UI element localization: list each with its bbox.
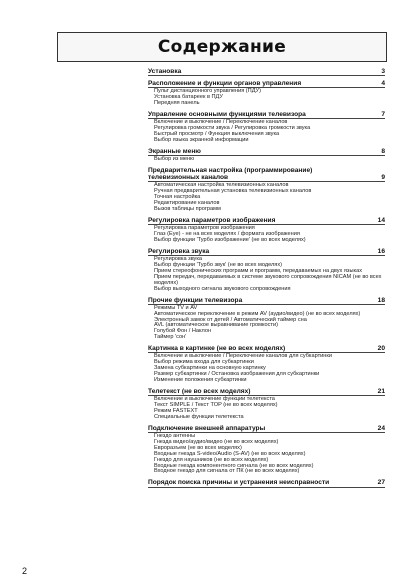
toc-section-title: Установка — [148, 68, 182, 75]
toc-section-title: Телетекст (не во всех моделях) — [148, 387, 251, 395]
toc-subitem[interactable]: Входные гнезда компонентного сигнала (не во всех моделях) — [154, 462, 314, 469]
toc-section-title: Регулировка параметров изображения — [148, 217, 276, 224]
toc-section — [148, 425, 385, 476]
toc-section — [148, 148, 385, 163]
toc-section-title: Картинка в картинке (не во всех моделях) — [148, 345, 286, 353]
toc-section-heading[interactable] — [148, 148, 385, 156]
toc-subitem[interactable]: Замена субкартинки на основную картинку — [154, 365, 266, 372]
toc-section-heading[interactable] — [148, 217, 385, 225]
toc-subitem[interactable]: Таймер 'сон' — [154, 334, 187, 341]
toc-subitem[interactable]: Размер субкартинки / Остановка изображения для субкартинки — [154, 371, 320, 378]
toc-section-page: 9 — [381, 174, 385, 182]
toc-subitem[interactable]: Редактирование каналов — [154, 200, 220, 207]
toc-subitem[interactable]: Электронный замок от детей / Автоматический таймер сна — [154, 316, 307, 323]
toc-subitem[interactable]: Включение и выключение / Переключение каналов — [154, 119, 288, 126]
toc-subitem[interactable]: Глаз (Eye) - не на всех моделях / формата изображения — [154, 231, 300, 238]
toc-subitem[interactable]: Гнезда видео/аудио/видео (не во всех моделях) — [154, 438, 279, 445]
toc-subitem[interactable]: Прием стереофонических программ и программ, передаваемых на двух языках — [154, 267, 362, 274]
toc-subitem[interactable]: Гнездо антенны — [154, 432, 196, 439]
toc-subitem[interactable]: Точная настройка — [154, 194, 201, 201]
toc-section — [148, 167, 385, 213]
table-of-contents — [148, 68, 385, 492]
toc-section-title: Прочие функции телевизора — [148, 296, 243, 304]
toc-subitems — [148, 182, 385, 213]
page-title-box — [57, 32, 387, 62]
toc-subitems — [148, 305, 385, 341]
toc-section-page: 20 — [377, 345, 385, 353]
toc-section-title: Регулировка звука — [148, 247, 210, 255]
toc-subitem[interactable]: Голубой Фон / Наклон — [154, 328, 212, 335]
toc-subitem[interactable]: Регулировка параметров изображения — [154, 225, 255, 232]
toc-subitem[interactable]: Пульт дистанционного управления (ПДУ) — [154, 88, 261, 95]
toc-subitem[interactable]: Выбор языка экранной информации — [154, 137, 249, 144]
toc-section-heading[interactable] — [148, 68, 385, 76]
toc-subitem[interactable]: Ручная предварительная установка телевизионных каналов — [154, 188, 312, 195]
toc-section — [148, 479, 385, 487]
toc-section-page: 21 — [377, 387, 385, 395]
toc-subitem[interactable]: Быстрый просмотр / Функция выключения звука — [154, 131, 280, 138]
toc-section — [148, 68, 385, 76]
toc-subitem[interactable]: Выбор функции 'Турбо звук' (не во всех моделях) — [154, 262, 282, 269]
toc-subitem[interactable]: AVL (автоматическое выравнивание громкости) — [154, 322, 278, 329]
toc-section-heading[interactable] — [148, 425, 385, 433]
toc-section-heading[interactable] — [148, 248, 385, 256]
toc-subitem[interactable]: Изменение положения субкартинки — [154, 377, 247, 384]
toc-subitem[interactable]: Вызов таблицы программ — [154, 206, 221, 213]
toc-subitem[interactable]: Режим FASTEXT — [154, 407, 198, 414]
toc-section-page: 24 — [377, 424, 385, 432]
toc-subitem[interactable]: Режимы TV и AV — [154, 304, 198, 311]
page-number: 2 — [22, 566, 28, 576]
toc-subitem[interactable]: Выбор из меню — [154, 156, 195, 163]
toc-section-page: 7 — [381, 111, 385, 119]
toc-section-page: 3 — [381, 68, 385, 75]
toc-section-page: 16 — [377, 247, 385, 255]
toc-section-heading[interactable] — [148, 388, 385, 396]
toc-section-heading[interactable] — [148, 80, 385, 88]
toc-subitems — [148, 353, 385, 384]
toc-section-title: Подключение внешней аппаратуры — [148, 424, 266, 432]
toc-subitem[interactable]: Еврорaзъем (не во всех моделях) — [154, 444, 242, 451]
toc-subitem[interactable]: Выбор функции 'Турбо изображение' (не во всех моделях) — [154, 237, 306, 244]
toc-subitems — [148, 396, 385, 421]
toc-subitem[interactable]: Автоматическое переключение в режим AV (аудио/видео) (не во всех моделях) — [154, 310, 361, 317]
toc-subitems — [148, 256, 385, 292]
toc-section — [148, 111, 385, 144]
toc-section-heading[interactable] — [148, 167, 385, 182]
toc-section-heading[interactable] — [148, 345, 385, 353]
toc-section — [148, 248, 385, 293]
toc-section-title: Управление основными функциями телевизора — [148, 111, 306, 119]
toc-subitems — [148, 433, 385, 475]
toc-section-title: Экранные меню — [148, 147, 201, 155]
toc-subitem[interactable]: Включение и выключение / Переключение каналов для субкартинки — [154, 353, 332, 360]
toc-subitem[interactable]: Текст SIMPLE / Текст TOP (не во всех моделях) — [154, 402, 278, 409]
toc-section-heading[interactable] — [148, 479, 385, 487]
toc-section-page: 14 — [377, 217, 385, 224]
toc-subitems — [148, 225, 385, 244]
toc-section-title: Предварительная настройка (программирование) телевизионных каналов — [148, 167, 313, 182]
toc-section-title: Расположение и функции органов управления — [148, 80, 302, 88]
toc-subitem[interactable]: Специальные функции телетекста — [154, 413, 244, 420]
toc-section-heading[interactable] — [148, 111, 385, 119]
toc-subitems — [148, 156, 385, 163]
toc-section-page: 27 — [377, 479, 385, 487]
toc-subitem[interactable]: Включение и выключение функции телетекста — [154, 396, 275, 403]
toc-section-page: 8 — [381, 147, 385, 155]
toc-section-heading[interactable] — [148, 297, 385, 305]
toc-subitem[interactable]: Выбор режима входа для субкартинки — [154, 359, 254, 366]
toc-subitem[interactable]: Установка батареек в ПДУ — [154, 94, 223, 101]
toc-subitem[interactable]: Входное гнездо для сигнала от ПК (не во всех моделях) — [154, 468, 300, 475]
toc-subitem[interactable]: Регулировка звука — [154, 256, 203, 263]
page-title: Содержание — [157, 37, 287, 57]
toc-section — [148, 80, 385, 107]
toc-subitems — [148, 119, 385, 144]
toc-subitem[interactable]: Автоматическая настройка телевизионных каналов — [154, 182, 289, 189]
toc-subitem[interactable]: Передняя панель — [154, 100, 200, 107]
toc-section — [148, 388, 385, 421]
toc-subitem[interactable]: Выбор выходного сигнала звукового сопровождения — [154, 285, 291, 292]
toc-section-page: 4 — [381, 80, 385, 88]
toc-subitem[interactable]: Прием передач, передаваемых в системе звукового сопровождения NICAM (не во всех моделях) — [154, 273, 382, 286]
toc-section — [148, 217, 385, 244]
toc-subitem[interactable]: Гнездо для наушников (не во всех моделях) — [154, 456, 269, 463]
toc-section-page: 18 — [377, 296, 385, 304]
toc-subitems — [148, 88, 385, 107]
toc-subitem[interactable]: Входные гнезда S-video/Audio (S-AV) (не во всех моделях) — [154, 450, 306, 457]
toc-section-title: Порядок поиска причины и устранения неисправности — [148, 479, 330, 487]
toc-section — [148, 297, 385, 342]
toc-subitem[interactable]: Регулировка громкости звука / Регулировка громкости звука — [154, 125, 311, 132]
toc-section — [148, 345, 385, 384]
